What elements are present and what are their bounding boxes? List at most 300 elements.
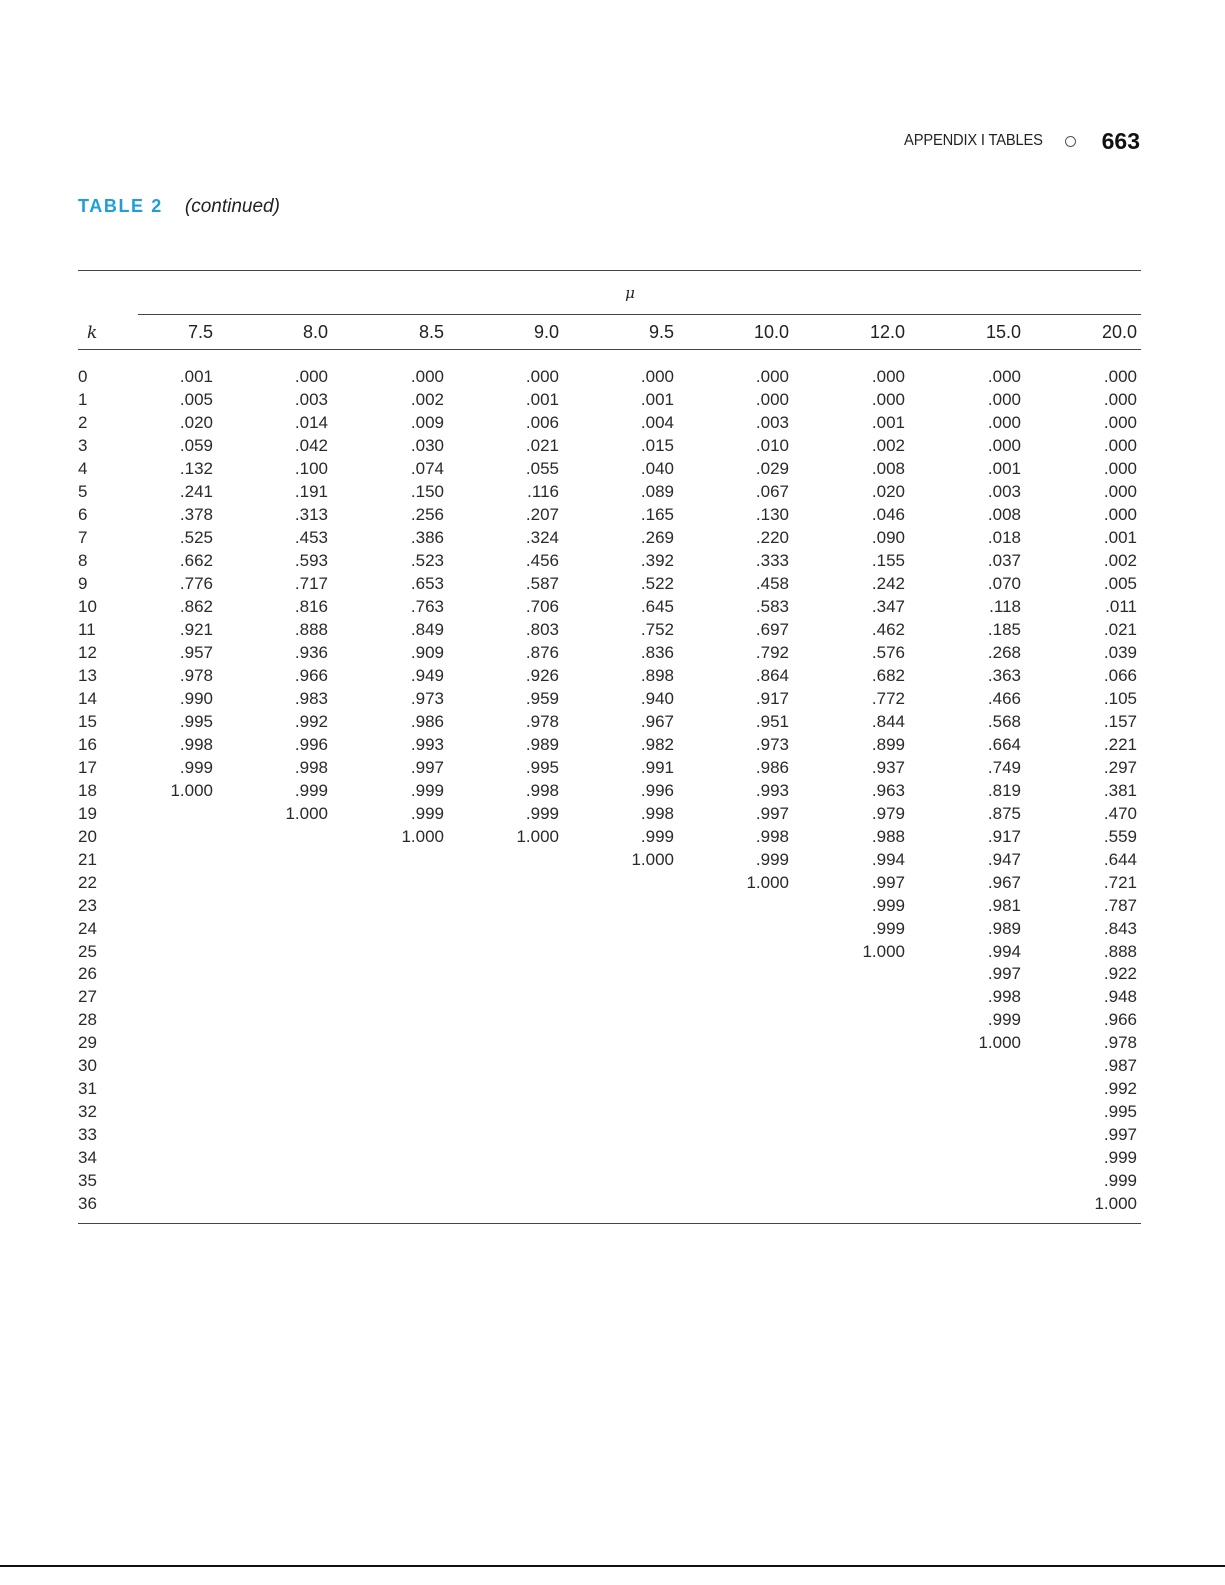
probability-cell: .003 [755, 412, 789, 432]
probability-cell: .074 [410, 458, 444, 478]
probability-cell: .949 [410, 665, 444, 685]
k-value: 3 [78, 435, 88, 455]
probability-cell: .843 [1103, 918, 1137, 938]
probability-cell: .999 [410, 780, 444, 800]
probability-cell: .986 [755, 757, 789, 777]
table-row [0, 1192, 1225, 1215]
probability-cell: .000 [987, 435, 1021, 455]
table-row [0, 503, 1225, 526]
probability-cell: .313 [294, 504, 328, 524]
table-row [0, 710, 1225, 733]
probability-cell: .005 [1103, 573, 1137, 593]
k-value: 15 [78, 711, 97, 731]
probability-cell: .018 [987, 527, 1021, 547]
probability-cell: .000 [871, 389, 905, 409]
table-row [0, 894, 1225, 917]
probability-cell: .165 [640, 504, 674, 524]
probability-cell: 1.000 [862, 941, 905, 961]
probability-cell: .989 [987, 918, 1021, 938]
probability-cell: .992 [294, 711, 328, 731]
probability-cell: .392 [640, 550, 674, 570]
probability-cell: .999 [410, 803, 444, 823]
probability-cell: .990 [179, 688, 213, 708]
probability-cell: .682 [871, 665, 905, 685]
probability-cell: .001 [987, 458, 1021, 478]
probability-cell: .458 [755, 573, 789, 593]
probability-cell: .001 [1103, 527, 1137, 547]
probability-cell: .207 [525, 504, 559, 524]
probability-cell: .191 [294, 481, 328, 501]
probability-cell: .363 [987, 665, 1021, 685]
probability-cell: .994 [871, 849, 905, 869]
probability-cell: .937 [871, 757, 905, 777]
probability-cell: .000 [1103, 412, 1137, 432]
probability-cell: .706 [525, 596, 559, 616]
column-header: 15.0 [985, 322, 1021, 342]
probability-cell: .749 [987, 757, 1021, 777]
table-row [0, 917, 1225, 940]
probability-cell: .995 [525, 757, 559, 777]
probability-cell: .996 [294, 734, 328, 754]
probability-cell: .242 [871, 573, 905, 593]
probability-cell: .951 [755, 711, 789, 731]
probability-cell: .055 [525, 458, 559, 478]
probability-cell: .002 [410, 389, 444, 409]
probability-cell: .002 [1103, 550, 1137, 570]
probability-cell: .100 [294, 458, 328, 478]
probability-cell: 1.000 [746, 872, 789, 892]
table-row [0, 802, 1225, 825]
table-row [0, 1008, 1225, 1031]
probability-cell: .697 [755, 619, 789, 639]
probability-cell: .001 [525, 389, 559, 409]
probability-cell: .967 [987, 872, 1021, 892]
probability-cell: .000 [755, 389, 789, 409]
k-value: 25 [78, 941, 97, 961]
table-row [0, 664, 1225, 687]
probability-cell: .876 [525, 642, 559, 662]
probability-cell: .116 [527, 481, 559, 501]
probability-cell: .039 [1103, 642, 1137, 662]
probability-cell: .936 [294, 642, 328, 662]
probability-cell: .522 [640, 573, 674, 593]
probability-cell: .721 [1103, 872, 1137, 892]
table-row [0, 1031, 1225, 1054]
probability-cell: .921 [179, 619, 213, 639]
probability-cell: .959 [525, 688, 559, 708]
table-row [0, 1169, 1225, 1192]
probability-cell: .587 [525, 573, 559, 593]
probability-cell: .030 [410, 435, 444, 455]
probability-cell: .593 [294, 550, 328, 570]
probability-cell: .776 [179, 573, 213, 593]
probability-cell: .998 [640, 803, 674, 823]
probability-cell: .456 [525, 550, 559, 570]
table-row [0, 1146, 1225, 1169]
probability-cell: .008 [987, 504, 1021, 524]
probability-cell: .155 [871, 550, 905, 570]
probability-cell: .021 [1103, 619, 1137, 639]
table-row [0, 779, 1225, 802]
probability-cell: .037 [987, 550, 1021, 570]
table-row [0, 526, 1225, 549]
k-value: 33 [78, 1125, 97, 1145]
probability-cell: .470 [1103, 803, 1137, 823]
table-caption [78, 196, 280, 218]
probability-cell: .978 [525, 711, 559, 731]
probability-cell: .973 [755, 734, 789, 754]
probability-cell: .003 [987, 481, 1021, 501]
probability-cell: .185 [987, 619, 1021, 639]
column-header: 8.0 [302, 322, 328, 342]
table-row [0, 480, 1225, 503]
table-top-rule [78, 270, 1141, 271]
running-head [892, 126, 1140, 156]
probability-cell: .966 [1103, 1010, 1137, 1030]
probability-cell: .000 [1103, 389, 1137, 409]
probability-cell: .664 [987, 734, 1021, 754]
k-value: 34 [78, 1148, 97, 1168]
header-rule [78, 349, 1141, 350]
probability-cell: .015 [640, 435, 674, 455]
probability-cell: .000 [987, 412, 1021, 432]
probability-cell: .997 [410, 757, 444, 777]
table-row [0, 825, 1225, 848]
probability-cell: .000 [525, 367, 559, 386]
table-row [0, 1054, 1225, 1077]
probability-cell: .070 [987, 573, 1021, 593]
table-row [0, 388, 1225, 411]
column-header: 9.5 [648, 322, 674, 342]
probability-cell: .875 [987, 803, 1021, 823]
probability-cell: .849 [410, 619, 444, 639]
probability-cell: .220 [755, 527, 789, 547]
probability-cell: .991 [640, 757, 674, 777]
table-note: (continued) [184, 196, 280, 217]
page-bottom-edge [0, 1565, 1225, 1585]
probability-cell: .864 [755, 665, 789, 685]
table-row [0, 848, 1225, 871]
table-bottom-rule [78, 1223, 1141, 1224]
probability-cell: .000 [410, 367, 444, 386]
probability-cell: .979 [871, 803, 905, 823]
column-header: 12.0 [869, 322, 905, 342]
probability-cell: .917 [755, 688, 789, 708]
probability-cell: .241 [179, 481, 213, 501]
probability-cell: .256 [410, 504, 444, 524]
probability-cell: .021 [525, 435, 559, 455]
probability-cell: .645 [640, 596, 674, 616]
k-value: 14 [78, 688, 97, 708]
k-value: 0 [78, 367, 88, 386]
k-value: 13 [78, 665, 97, 685]
probability-cell: .836 [640, 642, 674, 662]
k-value: 1 [78, 389, 88, 409]
probability-cell: .998 [755, 826, 789, 846]
k-value: 23 [78, 895, 97, 915]
k-value: 19 [78, 803, 97, 823]
k-value: 30 [78, 1056, 97, 1076]
probability-cell: .999 [871, 895, 905, 915]
probability-cell: .046 [871, 504, 905, 524]
table-row [0, 434, 1225, 457]
k-value: 5 [78, 481, 88, 501]
k-value: 9 [78, 573, 88, 593]
probability-cell: .816 [294, 596, 328, 616]
probability-cell: .983 [294, 688, 328, 708]
probability-cell: .982 [640, 734, 674, 754]
probability-cell: 1.000 [516, 826, 559, 846]
probability-cell: .090 [871, 527, 905, 547]
probability-cell: .999 [294, 780, 328, 800]
k-value: 21 [78, 849, 97, 869]
table-row [0, 940, 1225, 963]
probability-cell: .324 [525, 527, 559, 547]
column-header: 20.0 [1101, 322, 1137, 342]
probability-cell: 1.000 [170, 780, 213, 800]
probability-cell: .917 [987, 826, 1021, 846]
probability-cell: .333 [755, 550, 789, 570]
probability-cell: .003 [294, 389, 328, 409]
probability-cell: .995 [1103, 1102, 1137, 1122]
probability-cell: .717 [294, 573, 328, 593]
probability-cell: .844 [871, 711, 905, 731]
probability-cell: 1.000 [978, 1033, 1021, 1053]
probability-cell: .066 [1103, 665, 1137, 685]
probability-cell: .787 [1103, 895, 1137, 915]
probability-cell: .981 [987, 895, 1021, 915]
probability-cell: 1.000 [631, 849, 674, 869]
probability-cell: .269 [640, 527, 674, 547]
probability-cell: .381 [1103, 780, 1137, 800]
probability-cell: .772 [871, 688, 905, 708]
table-row [0, 457, 1225, 480]
probability-cell: .221 [1103, 734, 1137, 754]
k-value: 20 [78, 826, 97, 846]
probability-cell: .792 [755, 642, 789, 662]
probability-cell: .067 [755, 481, 789, 501]
probability-cell: .998 [179, 734, 213, 754]
table-row [0, 962, 1225, 985]
k-value: 12 [78, 642, 97, 662]
circle-bullet-icon [1065, 136, 1076, 147]
probability-cell: .297 [1103, 757, 1137, 777]
probability-cell: .999 [179, 757, 213, 777]
probability-cell: .466 [987, 688, 1021, 708]
table-row [0, 549, 1225, 572]
probability-cell: .150 [410, 481, 444, 501]
k-column-header: k [87, 323, 98, 343]
probability-cell: .010 [755, 435, 789, 455]
mu-group-rule [138, 314, 1141, 315]
probability-cell: .006 [525, 412, 559, 432]
probability-cell: .000 [1103, 481, 1137, 501]
probability-cell: .523 [410, 550, 444, 570]
probability-cell: .993 [755, 780, 789, 800]
probability-cell: .973 [410, 688, 444, 708]
probability-cell: .888 [1103, 941, 1137, 961]
probability-cell: .957 [179, 642, 213, 662]
probability-cell: .998 [294, 757, 328, 777]
probability-cell: .993 [410, 734, 444, 754]
column-header: 8.5 [418, 322, 444, 342]
probability-cell: .926 [525, 665, 559, 685]
probability-cell: .000 [1103, 504, 1137, 524]
probability-cell: .089 [640, 481, 674, 501]
column-header: 7.5 [187, 322, 213, 342]
table-row [0, 756, 1225, 779]
probability-cell: .583 [755, 596, 789, 616]
probability-cell: .997 [1103, 1125, 1137, 1145]
table-row [0, 687, 1225, 710]
probability-cell: .059 [179, 435, 213, 455]
probability-cell: .819 [987, 780, 1021, 800]
probability-cell: .000 [755, 367, 789, 386]
probability-cell: .000 [987, 367, 1021, 386]
probability-cell: .268 [987, 642, 1021, 662]
k-value: 26 [78, 964, 97, 984]
probability-cell: .118 [989, 596, 1021, 616]
probability-cell: .130 [755, 504, 789, 524]
probability-cell: 1.000 [285, 803, 328, 823]
k-value: 8 [78, 550, 88, 570]
probability-cell: .042 [294, 435, 328, 455]
k-value: 31 [78, 1079, 97, 1099]
probability-cell: .999 [525, 803, 559, 823]
table-row [0, 1123, 1225, 1146]
k-value: 36 [78, 1194, 97, 1214]
table-row [0, 618, 1225, 641]
table-row [0, 1077, 1225, 1100]
probability-cell: .453 [294, 527, 328, 547]
probability-cell: .947 [987, 849, 1021, 869]
probability-cell: .029 [755, 458, 789, 478]
k-value: 28 [78, 1010, 97, 1030]
probability-cell: .000 [871, 367, 905, 386]
probability-cell: .132 [179, 458, 213, 478]
probability-cell: .898 [640, 665, 674, 685]
probability-cell: .000 [1103, 367, 1137, 386]
page-number: 663 [1101, 127, 1140, 154]
probability-cell: .009 [410, 412, 444, 432]
column-header: 9.0 [533, 322, 559, 342]
probability-cell: .998 [525, 780, 559, 800]
probability-cell: .978 [1103, 1033, 1137, 1053]
probability-cell: .987 [1103, 1056, 1137, 1076]
probability-cell: .576 [871, 642, 905, 662]
k-value: 22 [78, 872, 97, 892]
probability-cell: .888 [294, 619, 328, 639]
k-value: 7 [78, 527, 88, 547]
probability-cell: .000 [1103, 435, 1137, 455]
table-row [0, 572, 1225, 595]
probability-cell: .763 [410, 596, 444, 616]
table-label: TABLE 2 [78, 196, 163, 216]
k-value: 10 [78, 596, 97, 616]
probability-cell: .386 [410, 527, 444, 547]
k-value: 24 [78, 918, 97, 938]
table-row [0, 641, 1225, 664]
table-row [0, 595, 1225, 618]
probability-cell: .988 [871, 826, 905, 846]
probability-cell: .966 [294, 665, 328, 685]
mu-group-label: μ [625, 284, 635, 302]
probability-cell: .662 [179, 550, 213, 570]
k-value: 16 [78, 734, 97, 754]
probability-cell: .963 [871, 780, 905, 800]
probability-cell: .899 [871, 734, 905, 754]
probability-cell: .001 [179, 367, 213, 386]
probability-cell: .005 [179, 389, 213, 409]
probability-cell: 1.000 [401, 826, 444, 846]
probability-cell: .001 [871, 412, 905, 432]
k-value: 35 [78, 1171, 97, 1191]
table-row [0, 1100, 1225, 1123]
table-row [0, 871, 1225, 894]
probability-cell: .997 [987, 964, 1021, 984]
probability-cell: .940 [640, 688, 674, 708]
probability-cell: .000 [1103, 458, 1137, 478]
probability-cell: .000 [987, 389, 1021, 409]
probability-cell: .986 [410, 711, 444, 731]
probability-cell: .967 [640, 711, 674, 731]
probability-cell: .992 [1103, 1079, 1137, 1099]
probability-cell: 1.000 [1094, 1194, 1137, 1214]
probability-cell: .948 [1103, 987, 1137, 1007]
table-row [0, 733, 1225, 756]
probability-cell: .803 [525, 619, 559, 639]
probability-cell: .999 [987, 1010, 1021, 1030]
probability-cell: .998 [987, 987, 1021, 1007]
k-value: 27 [78, 987, 97, 1007]
k-value: 17 [78, 757, 97, 777]
probability-cell: .978 [179, 665, 213, 685]
probability-cell: .001 [640, 389, 674, 409]
probability-cell: .014 [294, 412, 328, 432]
probability-cell: .559 [1103, 826, 1137, 846]
probability-cell: .996 [640, 780, 674, 800]
probability-cell: .105 [1103, 688, 1137, 708]
probability-cell: .040 [640, 458, 674, 478]
probability-cell: .000 [294, 367, 328, 386]
probability-cell: .994 [987, 941, 1021, 961]
probability-cell: .020 [179, 412, 213, 432]
probability-cell: .862 [179, 596, 213, 616]
k-value: 11 [78, 619, 96, 639]
probability-cell: .004 [640, 412, 674, 432]
table-row [0, 985, 1225, 1008]
probability-cell: .752 [640, 619, 674, 639]
running-head-title: APPENDIX I TABLES [903, 132, 1043, 149]
probability-cell: .011 [1105, 596, 1137, 616]
probability-cell: .378 [179, 504, 213, 524]
probability-cell: .157 [1103, 711, 1137, 731]
table-row [0, 365, 1225, 388]
probability-cell: .999 [640, 826, 674, 846]
probability-cell: .997 [871, 872, 905, 892]
probability-cell: .999 [1103, 1171, 1137, 1191]
probability-cell: .568 [987, 711, 1021, 731]
k-value: 18 [78, 780, 97, 800]
probability-cell: .462 [871, 619, 905, 639]
probability-cell: .653 [410, 573, 444, 593]
probability-cell: .995 [179, 711, 213, 731]
k-value: 29 [78, 1033, 97, 1053]
probability-cell: .644 [1103, 849, 1137, 869]
probability-cell: .525 [179, 527, 213, 547]
probability-cell: .000 [640, 367, 674, 386]
column-header: 10.0 [753, 322, 789, 342]
